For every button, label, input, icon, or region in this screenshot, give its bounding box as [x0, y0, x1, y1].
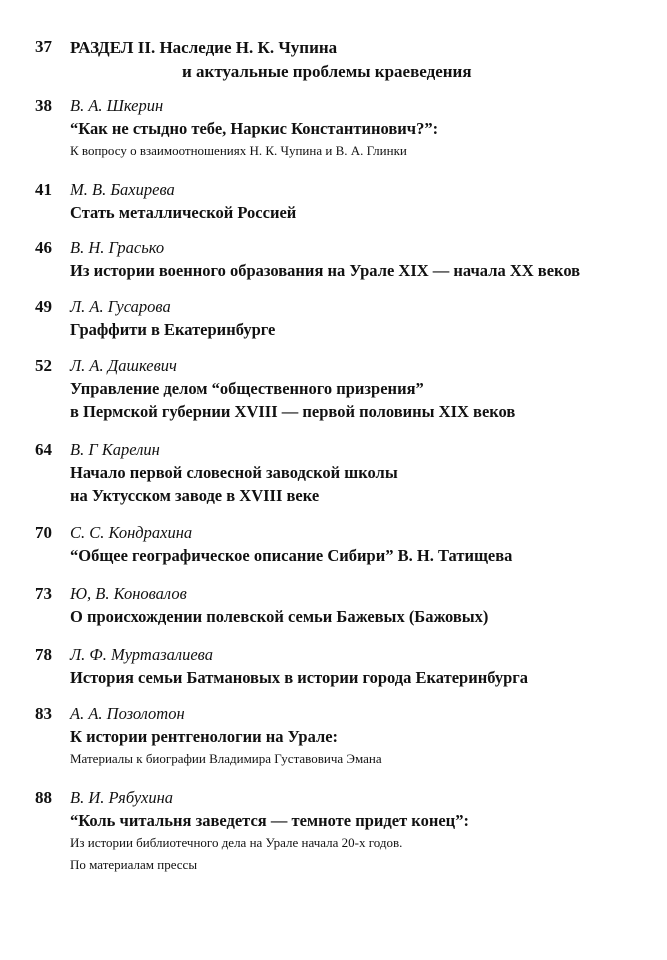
entry-author: С. С. Кондрахина — [70, 523, 193, 542]
entry-title: Из истории военного образования на Урале XIX — начала XX веков — [70, 261, 581, 280]
entry-title: “Коль читальня заведется — темноте придет конец”: — [70, 811, 469, 830]
section-title-line: РАЗДЕЛ II. Наследие Н. К. Чупина — [70, 38, 338, 57]
entry-page-number: 88 — [35, 788, 52, 807]
entry-title: К истории рентгенологии на Урале: — [70, 727, 339, 746]
entry-author: А. А. Позолотон — [70, 704, 185, 723]
entry-subtitle: Из истории библиотечного дела на Урале начала 20-х годов. — [70, 835, 403, 850]
entry-page-number: 78 — [35, 645, 52, 664]
entry-page-number: 41 — [35, 180, 52, 199]
entry-author: В. Г Карелин — [70, 440, 160, 459]
entry-title: Стать металлической Россией — [70, 203, 297, 222]
entry-author: В. И. Рябухина — [70, 788, 174, 807]
entry-page-number: 64 — [35, 440, 52, 459]
section-title-line: и актуальные проблемы краеведения — [182, 62, 472, 81]
entry-title: Управление делом “общественного призрения” — [70, 379, 424, 398]
entry-page-number: 49 — [35, 297, 52, 316]
entry-subtitle: По материалам прессы — [70, 857, 198, 872]
entry-title: О происхождении полевской семьи Бажевых (Бажовых) — [70, 607, 489, 626]
entry-page-number: 83 — [35, 704, 52, 723]
entry-author: Л. Ф. Муртазалиева — [70, 645, 213, 664]
entry-page-number: 52 — [35, 356, 52, 375]
entry-author: В. А. Шкерин — [70, 96, 164, 115]
entry-title: Начало первой словесной заводской школы — [70, 463, 398, 482]
entry-author: Л. А. Дашкевич — [70, 356, 177, 375]
entry-page-number: 73 — [35, 584, 52, 603]
section-title — [70, 36, 661, 84]
entry-title: “Общее географическое описание Сибири” В. Н. Татищева — [70, 546, 513, 565]
entry-page-number: 46 — [35, 238, 52, 257]
entry-title: “Как не стыдно тебе, Наркис Константинович?”: — [70, 119, 439, 138]
section-page-number: 37 — [35, 37, 52, 56]
entry-title: История семьи Батмановых в истории города Екатеринбурга — [70, 668, 529, 687]
entry-author: М. В. Бахирева — [70, 180, 175, 199]
entry-author: Л. А. Гусарова — [70, 297, 171, 316]
entry-page-number: 38 — [35, 96, 52, 115]
entry-title: в Пермской губернии XVIII — первой половины XIX веков — [70, 402, 516, 421]
entry-title: Граффити в Екатеринбурге — [70, 320, 276, 339]
entry-subtitle: К вопросу о взаимоотношениях Н. К. Чупина и В. А. Глинки — [70, 143, 407, 158]
entry-author: В. Н. Грасько — [70, 238, 165, 257]
entry-page-number: 70 — [35, 523, 52, 542]
entry-author: Ю, В. Коновалов — [70, 584, 187, 603]
entry-subtitle: Материалы к биографии Владимира Густавовича Эмана — [70, 751, 382, 766]
entry-title: на Уктусском заводе в XVIII веке — [70, 486, 320, 505]
